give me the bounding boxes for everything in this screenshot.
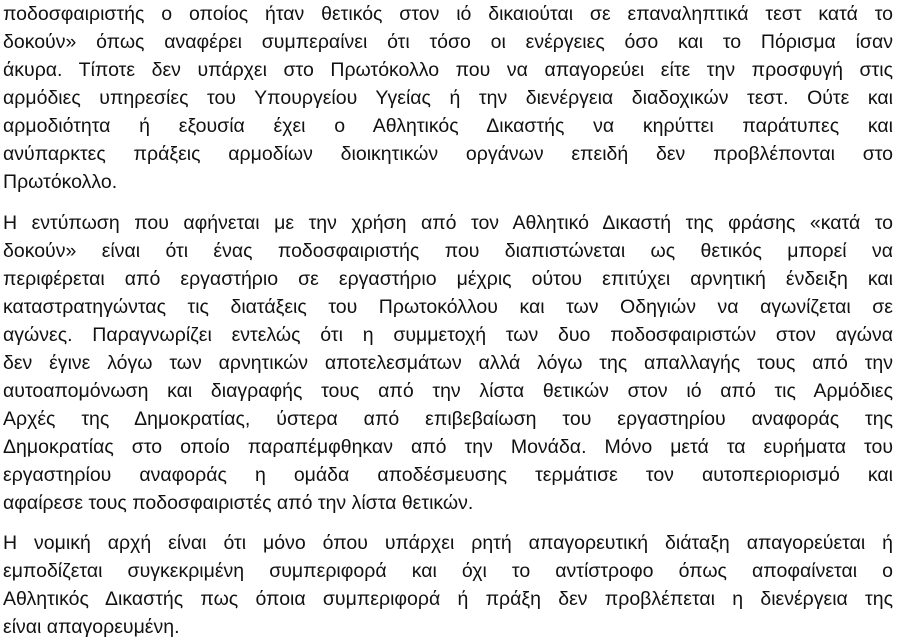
- paragraph: [3, 529, 893, 641]
- text-line: Η εντύπωση που αφήνεται με την χρήση από τον Αθλητικό Δικαστή της φράσης «κατά το: [3, 212, 893, 234]
- text-line: δοκούν» όπως αναφέρει συμπεραίνει ότι τόσο οι ενέργειες όσο και το Πόρισμα ίσαν: [3, 31, 893, 53]
- text-line: ανύπαρκτες πράξεις αρμοδίων διοικητικών οργάνων επειδή δεν προβλέπονται στο: [3, 143, 893, 165]
- text-line: εργαστηρίου αναφοράς η ομάδα αποδέσμευσης τερμάτισε τον αυτοπεριορισμό και: [3, 464, 893, 486]
- text-line: περιφέρεται από εργαστήριο σε εργαστήριο μέχρις ούτου επιτύχει αρνητική ένδειξη και: [3, 268, 893, 290]
- paragraph: [3, 209, 893, 517]
- text-line: αρμόδιες υπηρεσίες του Υπουργείου Υγείας ή την διενέργεια διαδοχικών τεστ. Ούτε και: [3, 87, 893, 109]
- text-line: είναι απαγορευμένη.: [3, 616, 180, 638]
- text-line: άκυρα. Τίποτε δεν υπάρχει στο Πρωτόκολλο που να απαγορεύει είτε την προσφυγή στις: [3, 59, 893, 81]
- text-line: Αρχές της Δημοκρατίας, ύστερα από επιβεβαίωση του εργαστηρίου αναφοράς της: [3, 408, 893, 430]
- text-line: ποδοσφαιριστής ο οποίος ήταν θετικός στον ιό δικαιούται σε επαναληπτικά τεστ κατά το: [3, 3, 893, 25]
- text-line: Δημοκρατίας στο οποίο παραπέμφθηκαν από την Μονάδα. Μόνο μετά τα ευρήματα του: [3, 436, 893, 458]
- text-line: Πρωτόκολλο.: [3, 171, 118, 193]
- text-line: αυτοαπομόνωση και διαγραφής τους από την λίστα θετικών στον ιό από τις Αρμόδιες: [3, 380, 893, 402]
- text-line: αγώνες. Παραγνωρίζει εντελώς ότι η συμμετοχή των δυο ποδοσφαιριστών στον αγώνα: [3, 324, 893, 346]
- text-line: δοκούν» είναι ότι ένας ποδοσφαιριστής που διαπιστώνεται ως θετικός μπορεί να: [3, 240, 893, 262]
- text-line: εμποδίζεται συγκεκριμένη συμπεριφορά και όχι το αντίστροφο όπως αποφαίνεται ο: [3, 560, 893, 582]
- text-line: αφαίρεσε τους ποδοσφαιριστές από την λίστα θετικών.: [3, 492, 474, 514]
- paragraph: [3, 0, 893, 196]
- text-line: αρμοδιότητα ή εξουσία έχει ο Αθλητικός Δικαστής να κηρύττει παράτυπες και: [3, 115, 893, 137]
- text-line: Αθλητικός Δικαστής πως όποια συμπεριφορά ή πράξη δεν προβλέπεται η διενέργεια της: [3, 588, 893, 610]
- text-line: καταστρατηγώντας τις διατάξεις του Πρωτοκόλλου και των Οδηγιών να αγωνίζεται σε: [3, 296, 893, 318]
- text-line: δεν έγινε λόγω των αρνητικών αποτελεσμάτων αλλά λόγω της απαλλαγής τους από την: [3, 352, 893, 374]
- text-line: Η νομική αρχή είναι ότι μόνο όπου υπάρχει ρητή απαγορευτική διάταξη απαγορεύεται ή: [3, 532, 893, 554]
